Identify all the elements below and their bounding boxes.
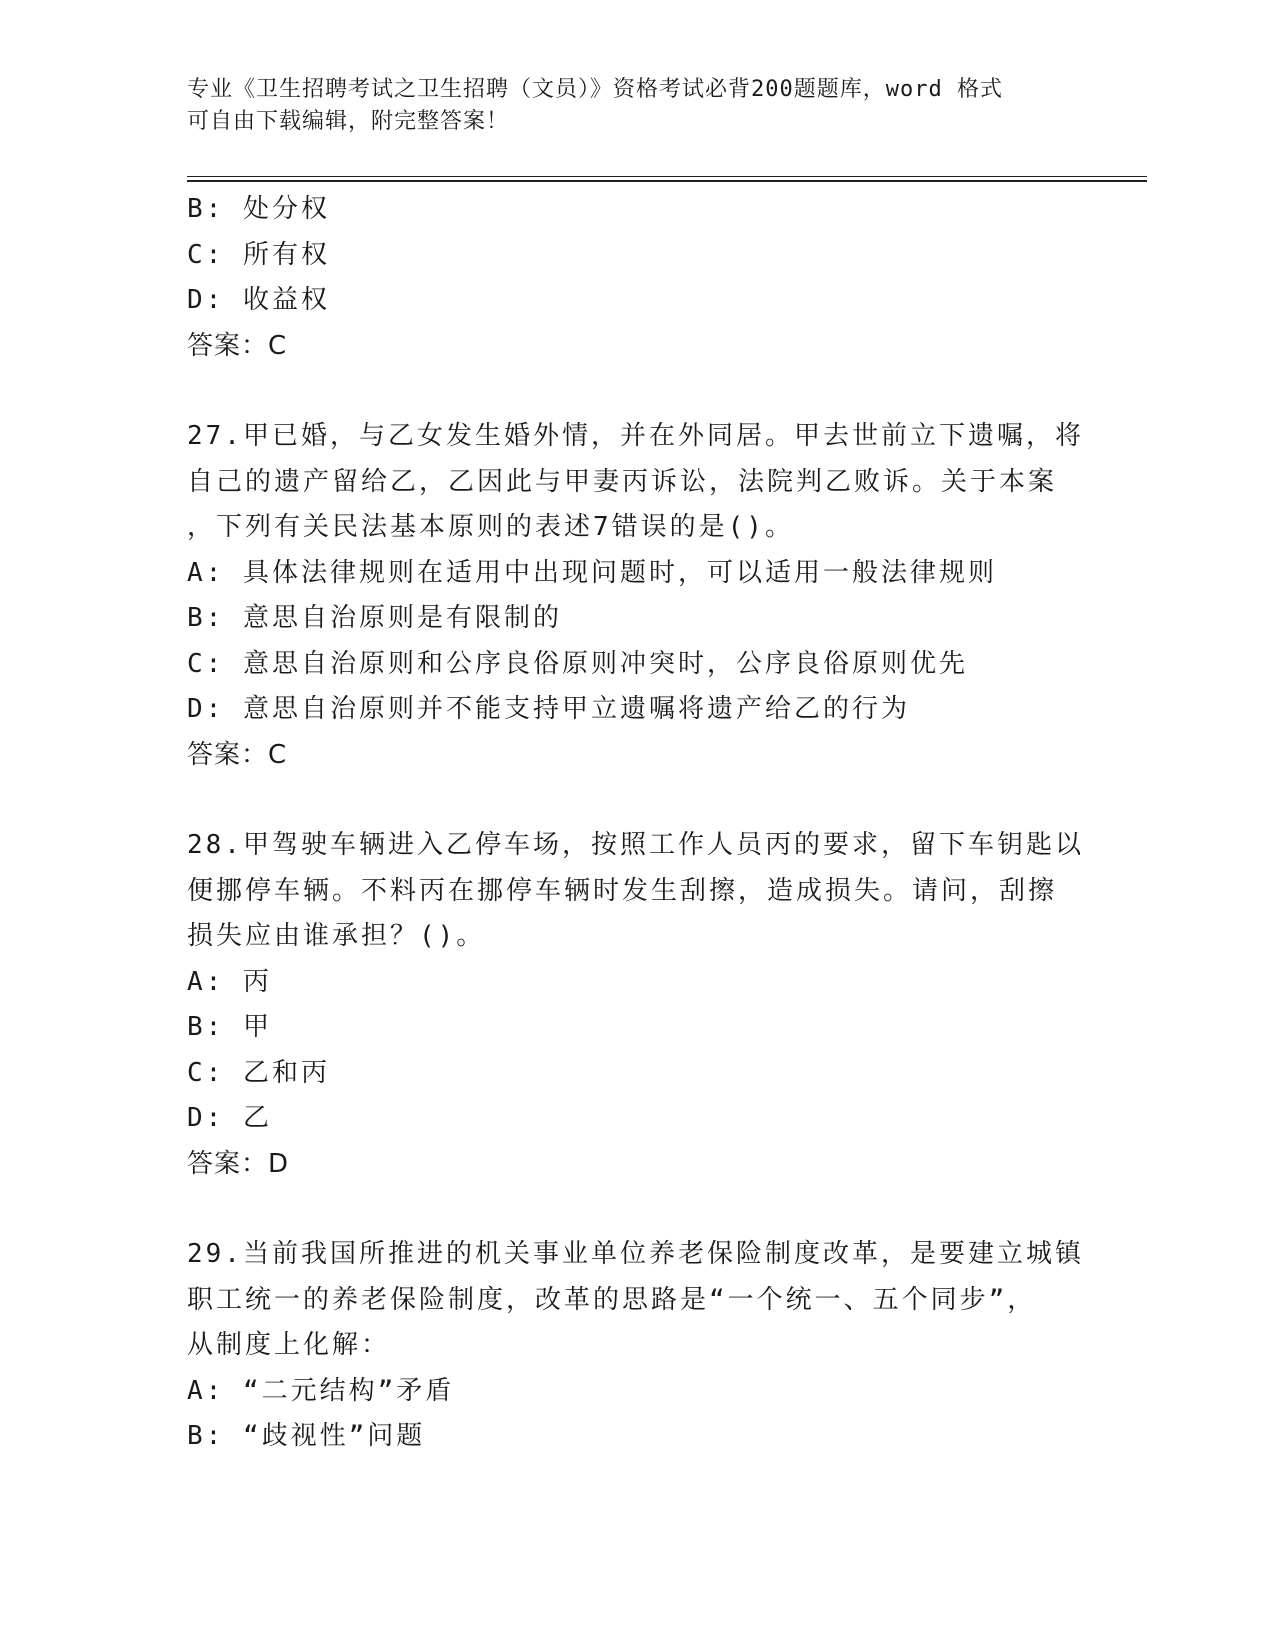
question-29: [187, 1232, 1087, 1460]
question-stem: 损失应由谁承担？()。: [187, 921, 486, 951]
question-28: [187, 823, 1087, 1187]
header-divider-thick: [187, 180, 1147, 182]
option-d: D: 意思自治原则并不能支持甲立遗嘱将遗产给乙的行为: [187, 694, 910, 724]
question-stem: 29.当前我国所推进的机关事业单位养老保险制度改革，是要建立城镇: [187, 1239, 1084, 1269]
option-b: B: “歧视性”问题: [187, 1421, 426, 1451]
option-d: D: 收益权: [187, 285, 330, 315]
option-a: A: 丙: [187, 966, 272, 997]
option-b: B: 甲: [187, 1012, 272, 1042]
question-stem: 28.甲驾驶车辆进入乙停车场，按照工作人员丙的要求，留下车钥匙以: [187, 830, 1084, 860]
answer: 答案：C: [187, 739, 288, 770]
question-27: [187, 414, 1087, 778]
option-b: B: 意思自治原则是有限制的: [187, 603, 562, 633]
question-stem: ，下列有关民法基本原则的表述7错误的是()。: [187, 512, 794, 542]
question-stem: 27.甲已婚，与乙女发生婚外情，并在外同居。甲去世前立下遗嘱，将: [187, 421, 1084, 451]
option-c: C: 乙和丙: [187, 1057, 330, 1088]
question-26: [187, 187, 1087, 369]
option-c: C: 所有权: [187, 239, 330, 270]
question-stem: 职工统一的养老保险制度，改革的思路是“一个统一、五个同步”，: [187, 1284, 1037, 1315]
option-a: A: 具体法律规则在适用中出现问题时，可以适用一般法律规则: [187, 557, 997, 588]
header-divider-thin: [187, 176, 1147, 177]
answer: 答案：C: [187, 330, 288, 361]
option-c: C: 意思自治原则和公序良俗原则冲突时，公序良俗原则优先: [187, 648, 968, 679]
question-list: [187, 187, 1087, 1460]
answer: 答案：D: [187, 1148, 290, 1179]
question-stem: 自己的遗产留给乙，乙因此与甲妻丙诉讼，法院判乙败诉。关于本案: [187, 466, 1058, 497]
document-header: [187, 74, 1067, 138]
question-stem: 便挪停车辆。不料丙在挪停车辆时发生刮擦，造成损失。请问，刮擦: [187, 875, 1058, 906]
option-a: A: “二元结构”矛盾: [187, 1375, 455, 1406]
header-line-1: 专业《卫生招聘考试之卫生招聘（文员）》资格考试必背200题题库，word 格式: [187, 77, 1003, 102]
option-d: D: 乙: [187, 1103, 272, 1133]
header-line-2: 可自由下载编辑，附完整答案！: [187, 109, 510, 134]
option-b: B: 处分权: [187, 194, 330, 224]
question-stem: 从制度上化解：: [187, 1330, 391, 1360]
